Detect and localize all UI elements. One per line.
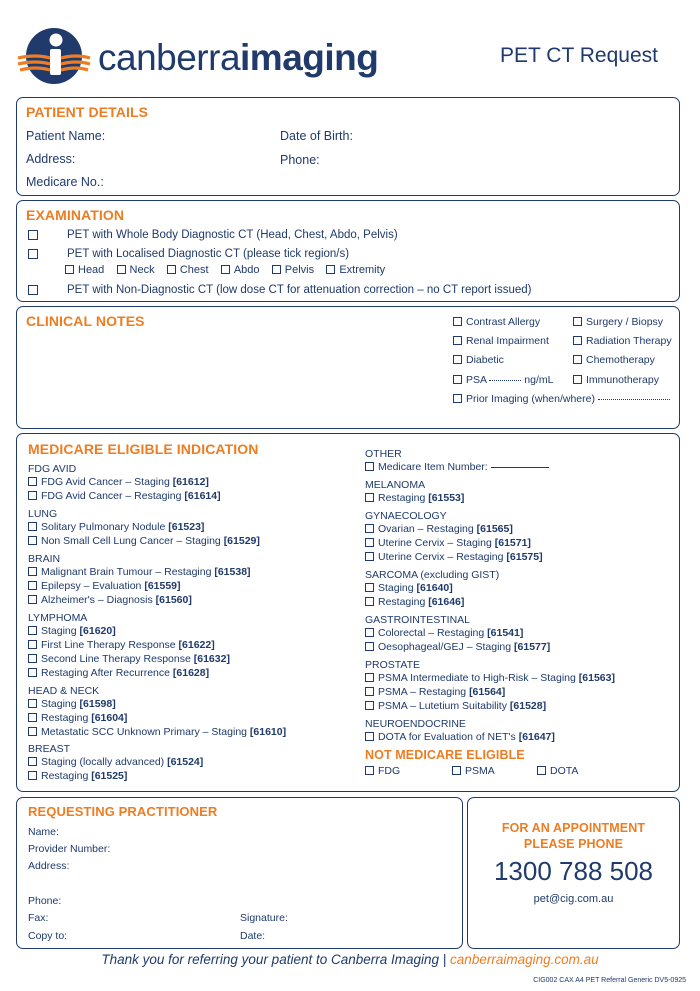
group-lymphoma: LYMPHOMA [28,612,88,624]
checkbox-icon [28,757,37,766]
section-title: CLINICAL NOTES [26,313,145,329]
checkbox-icon [28,477,37,486]
region-abdo[interactable]: Abdo [221,264,260,276]
page-title: PET CT Request [500,44,658,67]
group-head-neck: HEAD & NECK [28,685,100,697]
form-code: CIG002 CAX A4 PET Referral Generic DV5-0925 [533,977,686,984]
clinical-immunotherapy[interactable]: Immunotherapy [573,373,659,387]
section-title: PATIENT DETAILS [26,104,149,120]
patient-address-field[interactable]: Address: [26,152,76,166]
checkbox-icon [221,265,230,274]
region-options [65,263,385,277]
checkbox-icon [453,394,462,403]
checkbox-icon [326,265,335,274]
indication-item[interactable]: Staging [61620] [28,624,116,638]
appointment-line-2: PLEASE PHONE [523,837,624,851]
indication-item[interactable]: FDG Avid Cancer – Restaging [61614] [28,489,221,503]
clinical-surgery-biopsy[interactable]: Surgery / Biopsy [573,315,663,329]
company-logo [16,24,379,90]
region-chest[interactable]: Chest [167,264,209,276]
section-title: MEDICARE ELIGIBLE INDICATION [28,441,259,457]
group-sarcoma: SARCOMA (excluding GIST) [365,569,500,581]
exam-option-3-checkbox[interactable] [28,285,38,295]
checkbox-icon [453,355,462,364]
region-extremity[interactable]: Extremity [326,264,385,276]
indication-item[interactable]: Staging (locally advanced) [61524] [28,755,203,769]
logo-emblem-icon [16,24,96,90]
indication-item[interactable]: Ovarian – Restaging [61565] [365,522,513,536]
region-pelvis[interactable]: Pelvis [272,264,314,276]
checkbox-icon [117,265,126,274]
indication-item[interactable]: Colorectal – Restaging [61541] [365,626,523,640]
patient-name-field[interactable]: Patient Name: [26,129,106,143]
group-breast: BREAST [28,743,71,755]
practitioner-phone-field[interactable]: Phone: [28,895,62,907]
clinical-prior-imaging[interactable]: Prior Imaging (when/where) [453,392,670,406]
provider-number-field[interactable]: Provider Number: [28,843,111,855]
indication-item[interactable]: Second Line Therapy Response [61632] [28,652,230,666]
clinical-psa[interactable]: PSA ng/mL [453,373,553,387]
checkbox-icon [28,581,37,590]
checkbox-icon [28,771,37,780]
indication-item[interactable]: PSMA – Lutetium Suitability [61528] [365,699,546,713]
checkbox-icon [28,626,37,635]
checkbox-icon [365,583,374,592]
appointment-section [467,797,680,949]
checkbox-icon [365,524,374,533]
indication-item[interactable]: Restaging [61604] [28,711,127,725]
not-eligible-psma[interactable]: PSMA [452,764,495,778]
clinical-chemotherapy[interactable]: Chemotherapy [573,353,655,367]
section-title: EXAMINATION [26,207,125,223]
checkbox-icon [365,701,374,710]
indication-item[interactable]: First Line Therapy Response [61622] [28,638,215,652]
indication-item[interactable]: Epilepsy – Evaluation [61559] [28,579,181,593]
exam-option-3-label: PET with Non-Diagnostic CT (low dose CT for attenuation correction – no CT report issued) [67,284,532,296]
checkbox-icon [573,317,582,326]
indication-item[interactable]: DOTA for Evaluation of NET's [61647] [365,730,555,744]
indication-item[interactable]: Metastatic SCC Unknown Primary – Staging [61610] [28,725,286,739]
indication-item[interactable]: Uterine Cervix – Restaging [61575] [365,550,543,564]
checkbox-icon [167,265,176,274]
not-eligible-dota[interactable]: DOTA [537,764,578,778]
exam-option-1-checkbox[interactable] [28,230,38,240]
medicare-number-field[interactable]: Medicare No.: [26,175,104,189]
group-lung: LUNG [28,508,58,520]
appointment-line-1: FOR AN APPOINTMENT [501,821,646,835]
indication-item[interactable]: Staging [61640] [365,581,453,595]
checkbox-icon [28,699,37,708]
checkbox-icon [28,727,37,736]
appointment-phone-number[interactable]: 1300 788 508 [493,856,654,886]
exam-option-2-label: PET with Localised Diagnostic CT (please tick region/s) [67,248,350,260]
patient-phone-field[interactable]: Phone: [280,153,320,167]
medicare-indication-section [16,433,680,792]
practitioner-address-field[interactable]: Address: [28,860,70,872]
checkbox-icon [537,766,546,775]
checkbox-icon [365,673,374,682]
section-title: REQUESTING PRACTITIONER [28,804,218,819]
practitioner-name-field[interactable]: Name: [28,826,59,838]
checkbox-icon [28,491,37,500]
website-link[interactable]: canberraimaging.com.au [450,952,599,967]
checkbox-icon [365,732,374,741]
checkbox-icon [28,713,37,722]
checkbox-icon [365,628,374,637]
checkbox-icon [28,536,37,545]
clinical-contrast-allergy[interactable]: Contrast Allergy [453,315,540,329]
appointment-email[interactable]: pet@cig.com.au [533,893,614,905]
checkbox-icon [365,538,374,547]
patient-details-section [16,97,680,196]
requesting-practitioner-section [16,797,463,949]
indication-item[interactable]: PSMA Intermediate to High-Risk – Staging [61563] [365,671,615,685]
checkbox-icon [272,265,281,274]
copy-to-field[interactable]: Copy to: [28,930,68,942]
not-eligible-fdg[interactable]: FDG [365,764,400,778]
checkbox-icon [573,355,582,364]
examination-section [16,200,680,302]
indication-item[interactable]: FDG Avid Cancer – Staging [61612] [28,475,209,489]
indication-item-medicare-number[interactable]: Medicare Item Number: [365,460,549,474]
indication-item[interactable]: Uterine Cervix – Staging [61571] [365,536,531,550]
clinical-diabetic[interactable]: Diabetic [453,353,504,367]
checkbox-icon [365,642,374,651]
indication-item[interactable]: Staging [61598] [28,697,116,711]
group-gastrointestinal: GASTROINTESTINAL [365,614,471,626]
checkbox-icon [28,567,37,576]
indication-item[interactable]: Non Small Cell Lung Cancer – Staging [61529] [28,534,260,548]
indication-item[interactable]: Oesophageal/GEJ – Staging [61577] [365,640,550,654]
checkbox-icon [365,493,374,502]
indication-item[interactable]: Alzheimer's – Diagnosis [61560] [28,593,192,607]
checkbox-icon [28,595,37,604]
checkbox-icon [573,336,582,345]
checkbox-icon [453,375,462,384]
region-neck[interactable]: Neck [117,264,155,276]
date-field[interactable]: Date: [240,930,266,942]
indication-item[interactable]: Solitary Pulmonary Nodule [61523] [28,520,204,534]
group-fdg-avid: FDG AVID [28,463,77,475]
checkbox-icon [365,462,374,471]
logo-wordmark: canberraimaging [98,37,379,78]
not-eligible-title: NOT MEDICARE ELIGIBLE [365,748,525,762]
clinical-notes-section [16,306,680,429]
indication-item[interactable]: Restaging [61525] [28,769,127,783]
checkbox-icon [28,654,37,663]
group-gynaecology: GYNAECOLOGY [365,510,447,522]
checkbox-icon [28,522,37,531]
group-brain: BRAIN [28,553,61,565]
indication-item[interactable]: Restaging After Recurrence [61628] [28,666,209,680]
group-melanoma: MELANOMA [365,479,426,491]
exam-option-1-label: PET with Whole Body Diagnostic CT (Head, Chest, Abdo, Pelvis) [67,229,398,241]
checkbox-icon [365,687,374,696]
checkbox-icon [453,317,462,326]
practitioner-fax-field[interactable]: Fax: [28,912,49,924]
exam-option-2-checkbox[interactable] [28,249,38,259]
indication-item[interactable]: Restaging [61646] [365,595,464,609]
checkbox-icon [365,766,374,775]
checkbox-icon [65,265,74,274]
clinical-renal-impairment[interactable]: Renal Impairment [453,334,549,348]
signature-field[interactable]: Signature: [240,912,288,924]
checkbox-icon [453,336,462,345]
checkbox-icon [365,552,374,561]
region-head[interactable]: Head [65,264,104,276]
indication-item[interactable]: PSMA – Restaging [61564] [365,685,505,699]
group-neuroendocrine: NEUROENDOCRINE [365,718,466,730]
clinical-radiation-therapy[interactable]: Radiation Therapy [573,334,672,348]
checkbox-icon [28,668,37,677]
checkbox-icon [28,640,37,649]
checkbox-icon [573,375,582,384]
indication-item[interactable]: Malignant Brain Tumour – Restaging [61538] [28,565,251,579]
group-prostate: PROSTATE [365,659,421,671]
checkbox-icon [452,766,461,775]
indication-item[interactable]: Restaging [61553] [365,491,464,505]
footer-thanks: Thank you for referring your patient to Canberra Imaging | canberraimaging.com.au [101,952,599,967]
group-other: OTHER [365,448,402,460]
checkbox-icon [365,597,374,606]
dob-field[interactable]: Date of Birth: [280,129,353,143]
